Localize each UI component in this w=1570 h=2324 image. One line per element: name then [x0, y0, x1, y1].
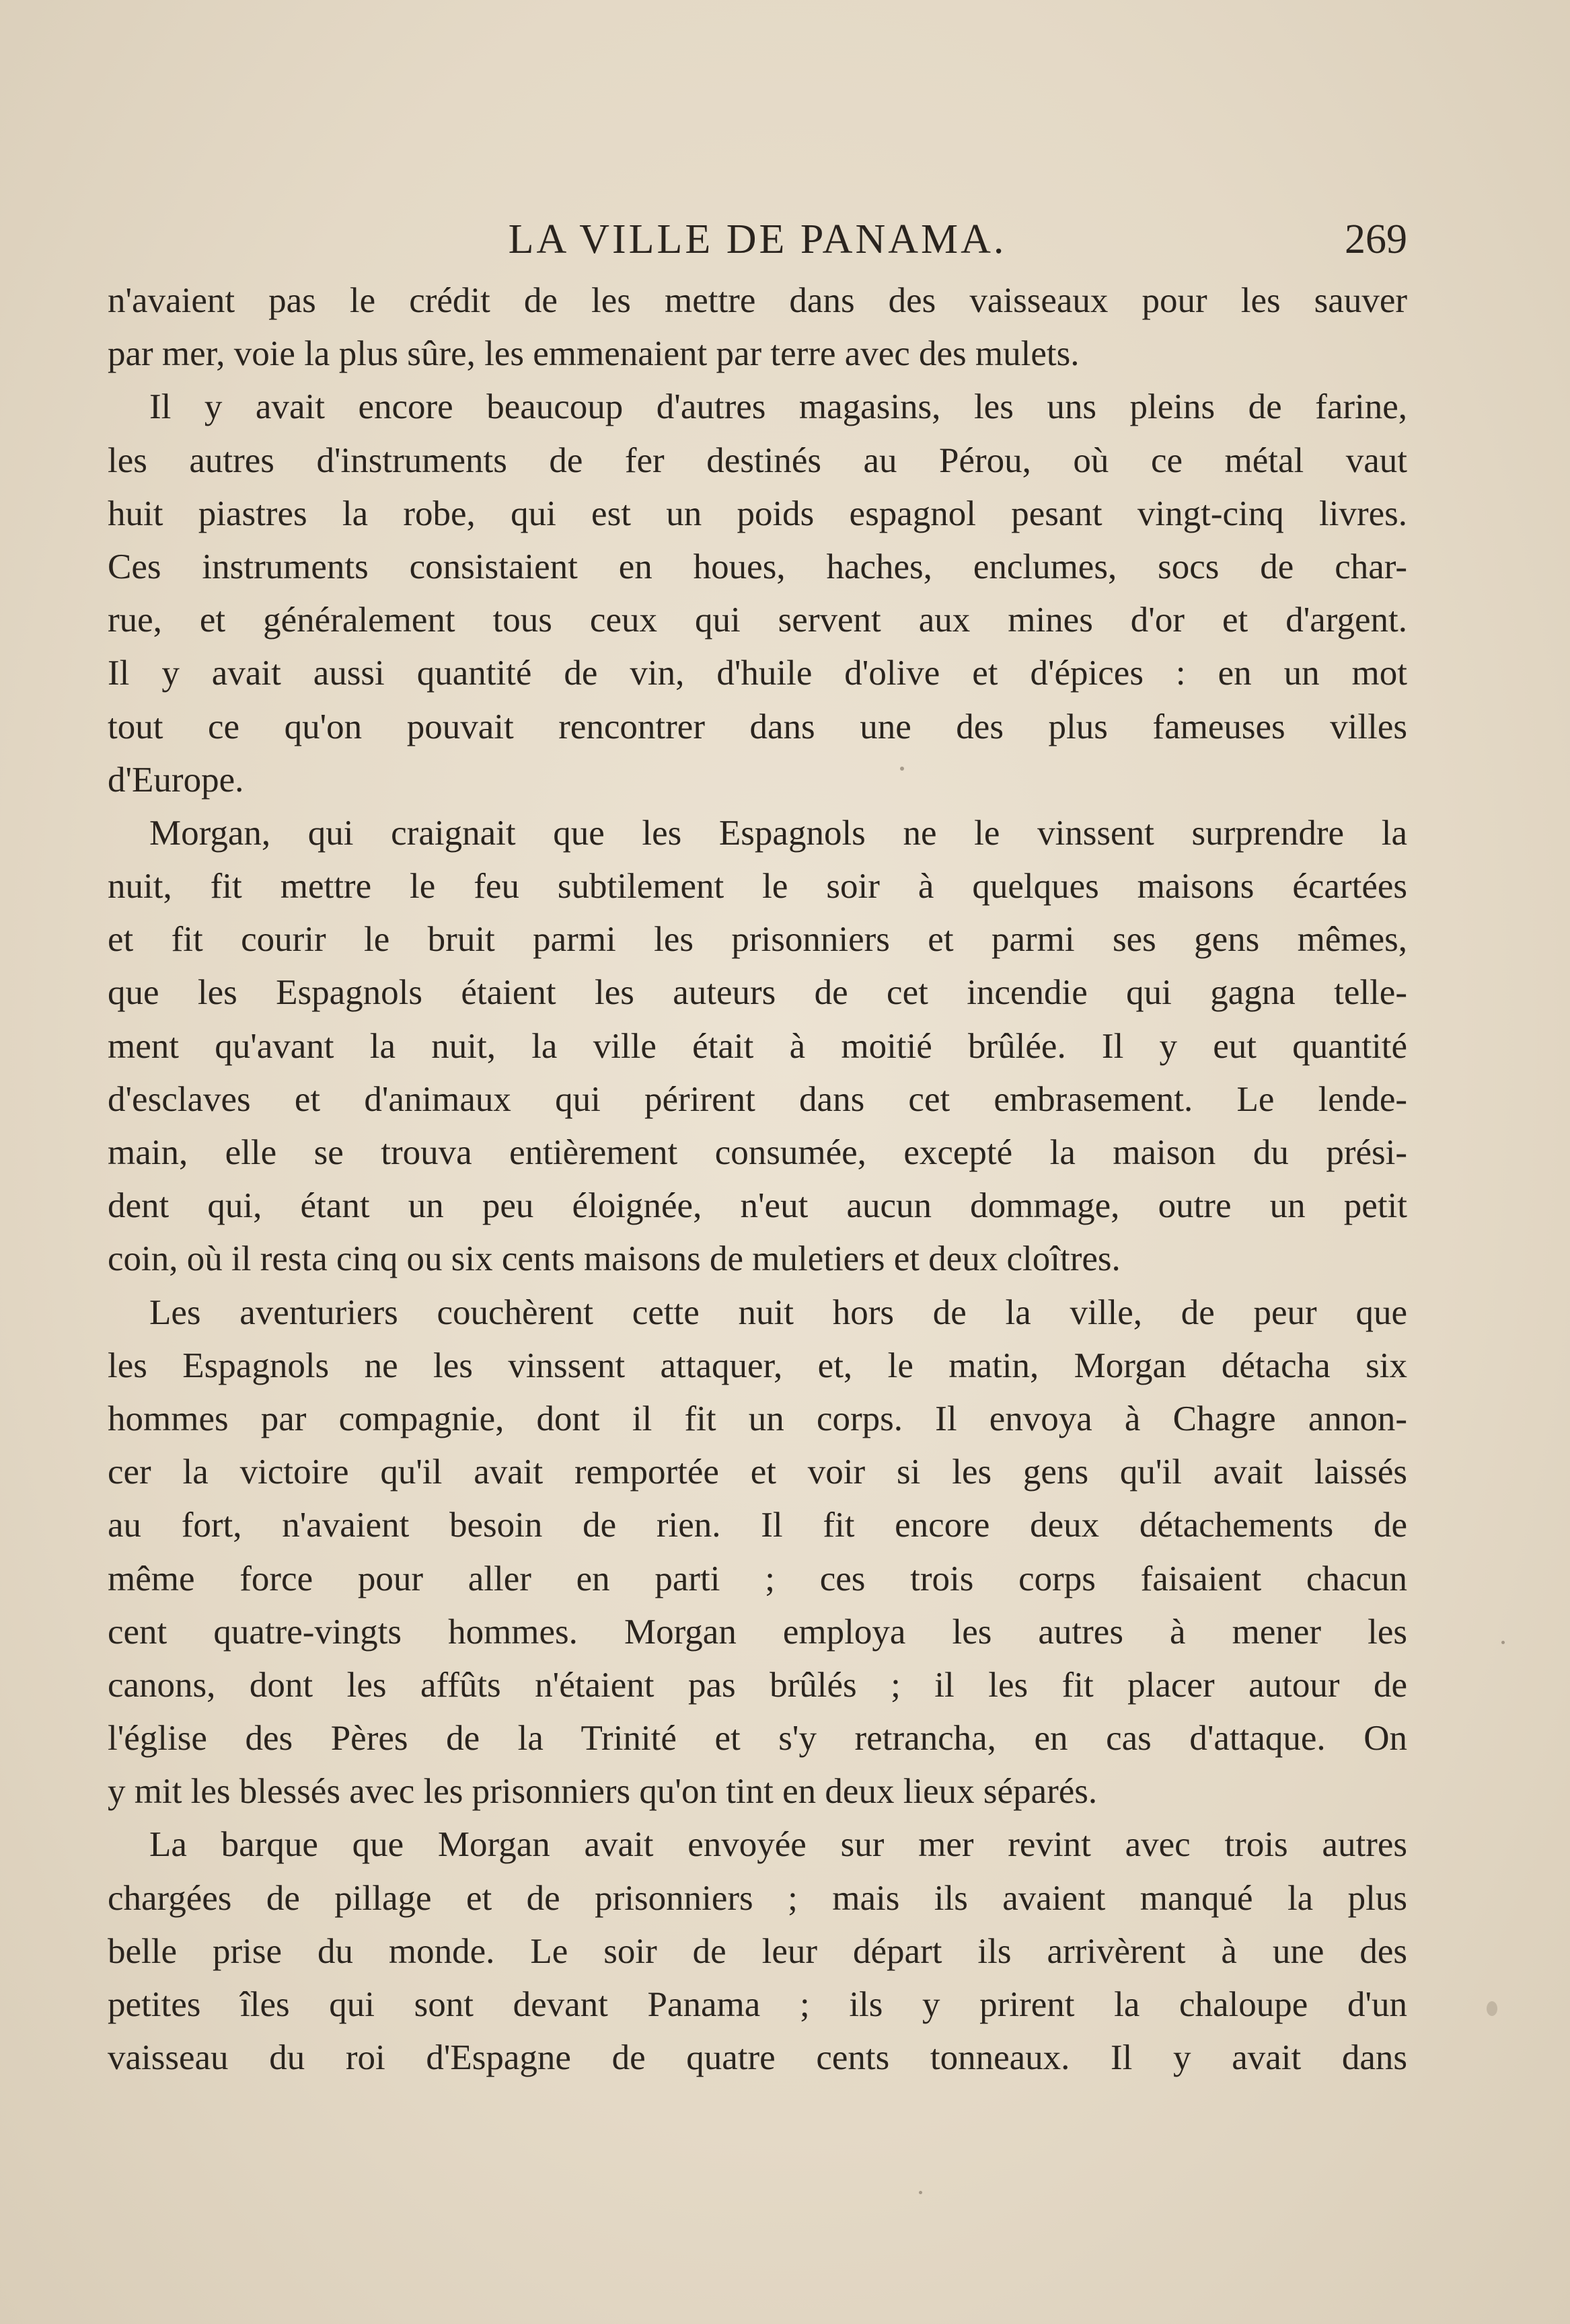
text-line: que les Espagnols étaient les auteurs de cet incendie qui gagna telle- [108, 973, 1407, 1013]
text-line: Il y avait aussi quantité de vin, d'huile d'olive et d'épices : en un mot [108, 654, 1407, 693]
body-text [108, 274, 1407, 2085]
text-line: les autres d'instruments de fer destinés au Pérou, où ce métal vaut [108, 440, 1407, 480]
paper-speck [1487, 2001, 1497, 2016]
text-line: même force pour aller en parti ; ces trois corps faisaient chacun [108, 1559, 1407, 1598]
text-line: ment qu'avant la nuit, la ville était à moitié brûlée. Il y eut quantité [108, 1026, 1407, 1066]
text-line: l'église des Pères de la Trinité et s'y retrancha, en cas d'attaque. On [108, 1719, 1407, 1758]
text-line: Ces instruments consistaient en houes, haches, enclumes, socs de char- [108, 547, 1407, 586]
text-line: d'esclaves et d'animaux qui périrent dans cet embrasement. Le lende- [108, 1079, 1407, 1119]
text-line: au fort, n'avaient besoin de rien. Il fit encore deux détachements de [108, 1506, 1407, 1545]
text-line: vaisseau du roi d'Espagne de quatre cents tonneaux. Il y avait dans [108, 2038, 1407, 2078]
text-line: chargées de pillage et de prisonniers ; mais ils avaient manqué la plus [108, 1878, 1407, 1918]
text-line: Les aventuriers couchèrent cette nuit hors de la ville, de peur que [149, 1292, 1407, 1332]
text-line: belle prise du monde. Le soir de leur départ ils arrivèrent à une des [108, 1931, 1407, 1971]
paper-speck [900, 767, 904, 771]
text-line: Il y avait encore beaucoup d'autres magasins, les uns pleins de farine, [149, 387, 1407, 427]
text-line: petites îles qui sont devant Panama ; ils y prirent la chaloupe d'un [108, 1985, 1407, 2024]
text-line: hommes par compagnie, dont il fit un corps. Il envoya à Chagre annon- [108, 1399, 1407, 1438]
text-line: rue, et généralement tous ceux qui servent aux mines d'or et d'argent. [108, 601, 1407, 640]
text-line: La barque que Morgan avait envoyée sur mer revint avec trois autres [149, 1825, 1407, 1865]
text-line: d'Europe. [108, 760, 244, 800]
text-line: tout ce qu'on pouvait rencontrer dans une des plus fameuses villes [108, 707, 1407, 746]
text-line: par mer, voie la plus sûre, les emmenaient par terre avec des mulets. [108, 334, 1080, 374]
text-line: canons, dont les affûts n'étaient pas brûlés ; il les fit placer autour de [108, 1665, 1407, 1705]
text-line: Morgan, qui craignait que les Espagnols ne le vinssent surprendre la [149, 813, 1407, 853]
text-line: et fit courir le bruit parmi les prisonniers et parmi ses gens mêmes, [108, 920, 1407, 960]
text-line: nuit, fit mettre le feu subtilement le soir à quelques maisons écartées [108, 867, 1407, 906]
running-head-title: LA VILLE DE PANAMA. [508, 217, 1007, 262]
text-line: main, elle se trouva entièrement consumée, excepté la maison du prési- [108, 1133, 1407, 1172]
text-line: y mit les blessés avec les prisonniers qu'on tint en deux lieux séparés. [108, 1772, 1098, 1812]
paper-speck [919, 2191, 922, 2194]
text-line: huit piastres la robe, qui est un poids espagnol pesant vingt-cinq livres. [108, 494, 1407, 533]
text-line: cer la victoire qu'il avait remportée et voir si les gens qu'il avait laissés [108, 1452, 1407, 1492]
text-line: n'avaient pas le crédit de les mettre dans des vaisseaux pour les sauver [108, 281, 1407, 320]
page-number: 269 [1345, 217, 1407, 262]
running-head [108, 202, 1407, 269]
text-line: dent qui, étant un peu éloignée, n'eut aucun dommage, outre un petit [108, 1186, 1407, 1226]
paper-speck [1501, 1641, 1505, 1644]
text-line: les Espagnols ne les vinssent attaquer, et, le matin, Morgan détacha six [108, 1346, 1407, 1385]
text-line: coin, où il resta cinq ou six cents maisons de muletiers et deux cloîtres. [108, 1239, 1121, 1279]
text-line: cent quatre-vingts hommes. Morgan employa les autres à mener les [108, 1612, 1407, 1652]
